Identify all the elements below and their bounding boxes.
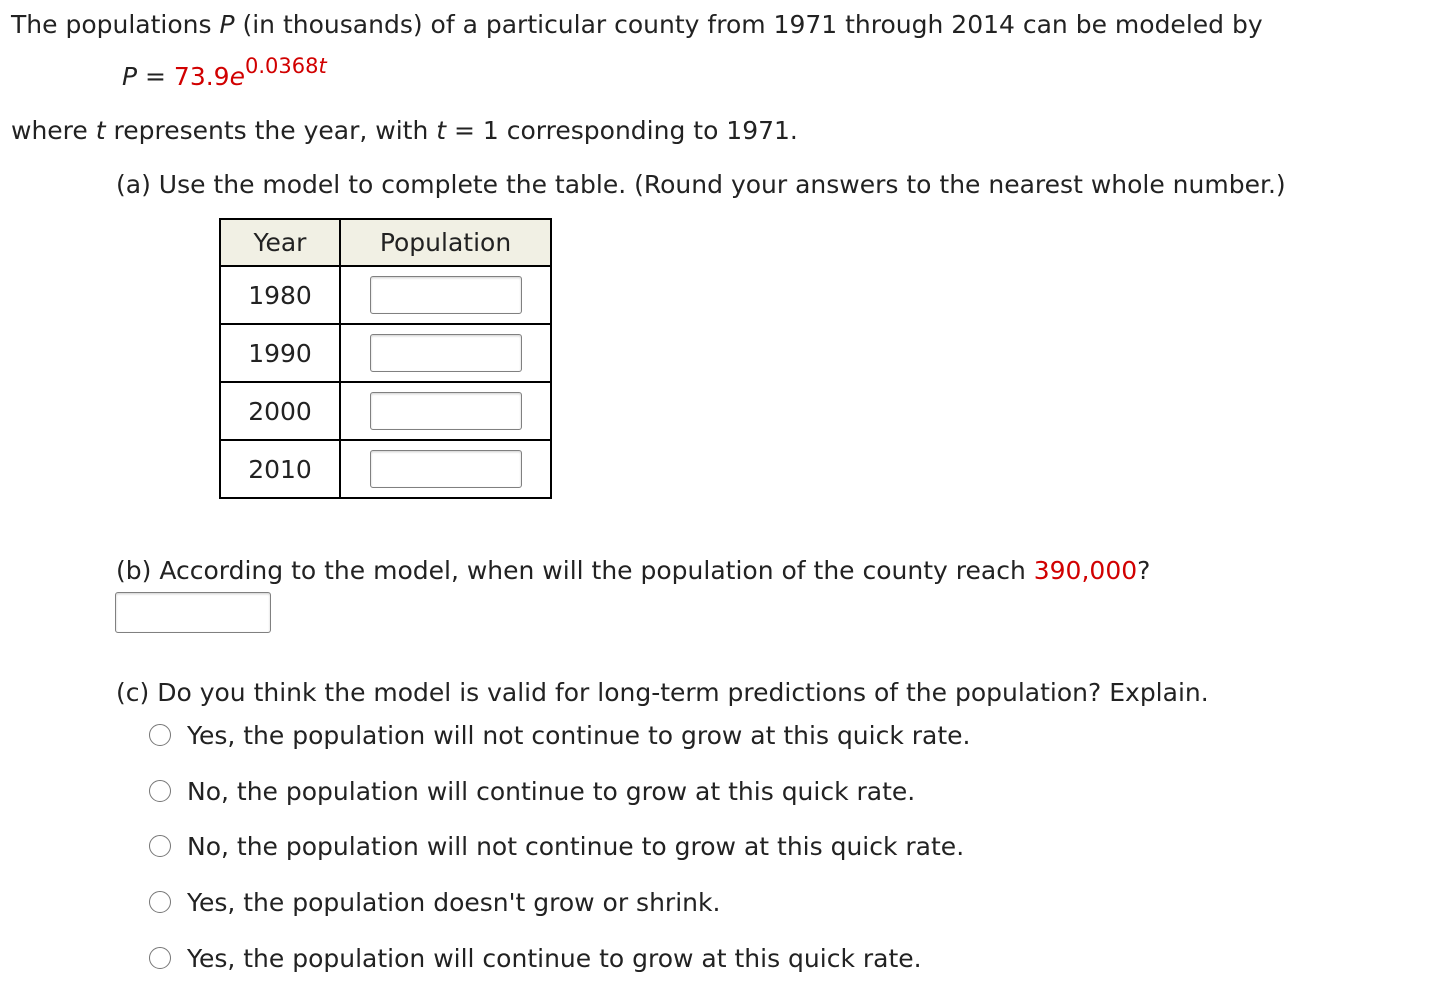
target-population: 390,000 — [1033, 556, 1138, 585]
table-row — [220, 266, 551, 324]
formula-base: 73.9 — [173, 62, 230, 91]
where-suffix: corresponding to 1971. — [506, 116, 798, 145]
part-a-instruction: (a) Use the model to complete the table. (Round your answers to the nearest whole number.) — [116, 170, 1286, 199]
radio-button[interactable] — [149, 780, 171, 802]
part-b-suffix: ? — [1137, 556, 1151, 585]
population-cell — [340, 324, 551, 382]
part-c-question: (c) Do you think the model is valid for long-term predictions of the population? Explain. — [116, 678, 1209, 707]
formula-exponent-var: t — [318, 54, 327, 78]
part-b-prefix: (b) According to the model, when will the population of the county reach — [116, 556, 1034, 585]
option-label: Yes, the population will not continue to grow at this quick rate. — [187, 720, 971, 750]
formula-exponent — [245, 54, 327, 78]
table-row — [220, 440, 551, 498]
radio-button[interactable] — [149, 724, 171, 746]
problem-intro — [11, 10, 1263, 39]
where-eq: = 1 — [446, 116, 507, 145]
population-input-1980[interactable] — [370, 276, 522, 314]
population-input-2010[interactable] — [370, 450, 522, 488]
year-cell: 1980 — [220, 266, 340, 324]
population-input-2000[interactable] — [370, 392, 522, 430]
radio-button[interactable] — [149, 891, 171, 913]
option-yes-not-continue[interactable] — [149, 720, 971, 750]
option-label: Yes, the population will continue to grow at this quick rate. — [187, 943, 922, 973]
table-header-row — [220, 219, 551, 266]
population-header: Population — [340, 219, 551, 266]
year-cell: 2010 — [220, 440, 340, 498]
formula-rhs — [173, 54, 327, 91]
population-cell — [340, 440, 551, 498]
table-row — [220, 382, 551, 440]
model-formula — [122, 54, 327, 91]
intro-prefix: The populations — [11, 10, 220, 39]
where-var: t — [95, 116, 106, 145]
formula-exponent-value: 0.0368 — [244, 54, 319, 78]
option-yes-continue[interactable] — [149, 943, 922, 973]
option-no-continue[interactable] — [149, 776, 915, 806]
part-b-question — [116, 556, 1150, 585]
population-input-1990[interactable] — [370, 334, 522, 372]
population-table — [219, 218, 552, 499]
option-label: Yes, the population doesn't grow or shrink. — [187, 887, 721, 917]
part-b-answer-input[interactable] — [115, 592, 271, 633]
where-prefix: where — [11, 116, 96, 145]
radio-button[interactable] — [149, 947, 171, 969]
intro-suffix: (in thousands) of a particular county from 1971 through 2014 can be modeled by — [234, 10, 1263, 39]
where-middle: represents the year, with — [105, 116, 437, 145]
radio-button[interactable] — [149, 835, 171, 857]
year-cell: 1990 — [220, 324, 340, 382]
year-header: Year — [220, 219, 340, 266]
option-yes-no-change[interactable] — [149, 887, 720, 917]
formula-e: e — [229, 62, 245, 91]
population-cell — [340, 266, 551, 324]
intro-variable: P — [219, 10, 235, 39]
option-label: No, the population will continue to grow at this quick rate. — [187, 776, 916, 806]
option-no-not-continue[interactable] — [149, 831, 964, 861]
option-label: No, the population will not continue to grow at this quick rate. — [187, 831, 965, 861]
population-cell — [340, 382, 551, 440]
table-row — [220, 324, 551, 382]
variable-definition — [11, 116, 798, 145]
formula-lhs: P — [122, 62, 138, 91]
year-cell: 2000 — [220, 382, 340, 440]
formula-equals: = — [137, 62, 174, 91]
where-var2: t — [436, 116, 447, 145]
